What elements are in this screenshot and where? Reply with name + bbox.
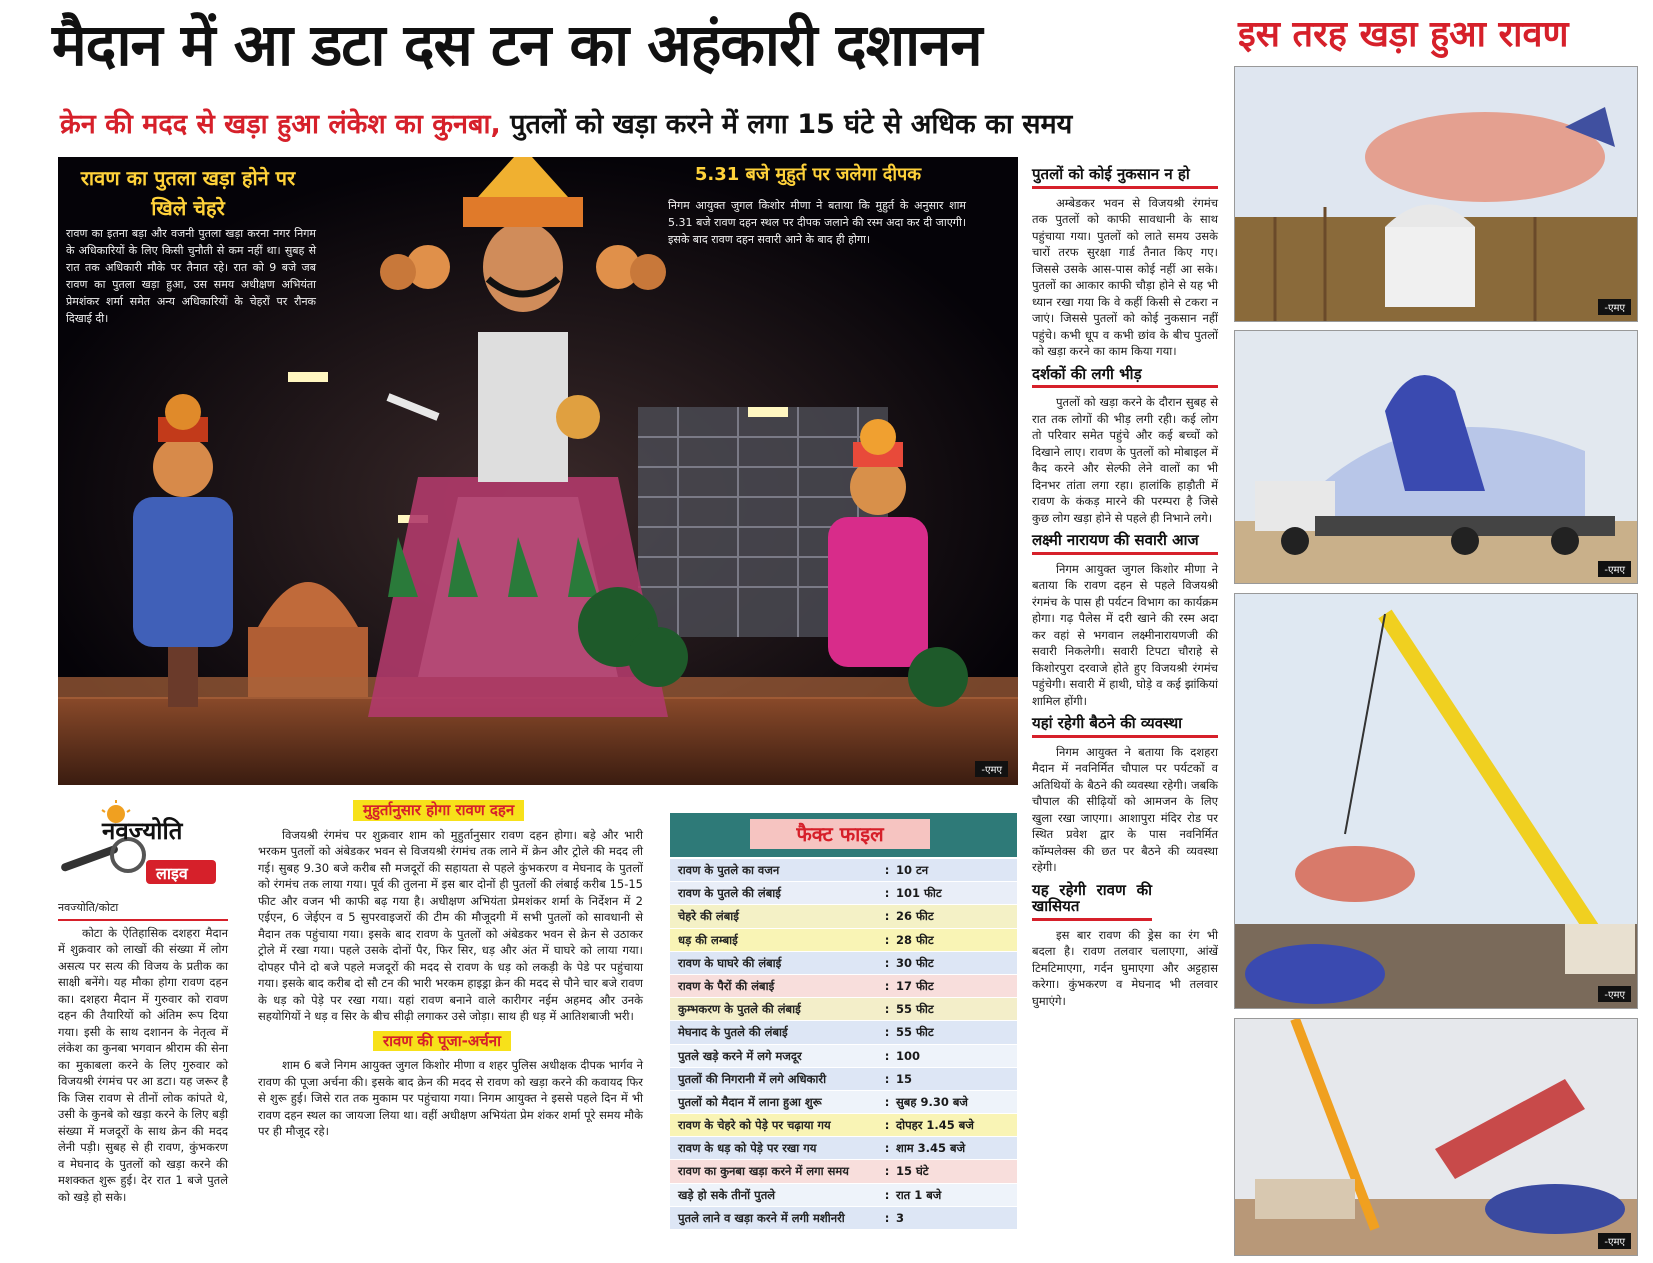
fact-row (670, 1207, 1017, 1230)
subhead-black: पुतलों को खड़ा करने में लगा 15 घंटे से अधिक का समय (510, 109, 1073, 140)
main-story-column (258, 800, 643, 1140)
fact-separator: : (884, 1048, 890, 1063)
fact-label: पुतले लाने व खड़ा करने में लगी मशीनरी (678, 1210, 845, 1225)
overlay-left-body: रावण का इतना बड़ा और वजनी पुतला खड़ा करना नगर निगम के अधिकारियों के लिए किसी चुनौती से कम नहीं था। सुबह से रात तक अधिकारी मौके पर तैनात रहे। रात को 9 बजे जब रावण का पुतला खड़ा हुआ, उस समय अधीक्षण अभियंता प्रेमशंकर शर्मा समेत अन्य अधिकारियों के चेहरों पर रौनक दिखाई दी। (66, 227, 316, 325)
story-heading: मुहुर्तानुसार होगा रावण दहन (353, 800, 524, 821)
fact-value: 101 फीट (896, 886, 942, 901)
fact-value: 30 फीट (896, 955, 934, 970)
strip-photo-1-illustration (1235, 67, 1638, 322)
section-body: अम्बेडकर भवन से विजयश्री रंगमंच तक पुतलों को काफी सावधानी के साथ पहुंचाया गया। पुतलों को लाते समय उसके चारों तरफ सुरक्षा गार्ड तैनात किए गए। जिससे उसके आस-पास कोई नहीं आ सके। पुतलों का आकार काफी चौड़ा होने से यह भी ध्यान रखा गया कि वे कहीं किसी से टकरा न जाएं। जिससे पुतलों को कोई नुकसान नहीं पहुंचे। कभी धूप व कभी छांव के बीच पुतलों को खड़ा करने का काम किया गया। (1032, 195, 1218, 358)
fact-value: 15 (896, 1071, 913, 1086)
fact-separator: : (884, 1210, 890, 1225)
fact-value: 3 (896, 1210, 905, 1225)
intro-column (58, 900, 228, 1205)
fact-separator: : (884, 1187, 890, 1202)
fact-file-table (670, 859, 1017, 1230)
fact-row (670, 882, 1017, 905)
strip-photo-3-illustration (1235, 594, 1638, 1009)
fact-separator: : (884, 1141, 890, 1156)
photo-credit: -एमए (975, 761, 1008, 777)
fact-label: पुतलों को मैदान में लाना हुआ शुरू (678, 1094, 822, 1109)
fact-label: रावण के चेहरे को पेड़े पर चढ़ाया गय (678, 1118, 831, 1133)
fact-separator: : (884, 909, 890, 924)
photo-credit: -एमए (1598, 986, 1631, 1002)
fact-label: रावण के पुतले का वजन (678, 863, 780, 877)
fact-row (670, 929, 1017, 952)
fact-value: 17 फीट (896, 978, 934, 993)
intro-body: कोटा के ऐतिहासिक दशहरा मैदान में शुक्रवार को लाखों की संख्या में लोग असत्य पर सत्य की विजय के प्रतीक का साक्षी बनेंगे। यह मौका होगा रावण दहन का। दशहरा मैदान में गुरुवार को रावण दहन की तैयारियों को अंतिम रूप दिया गया। इसी के साथ दशानन के नेतृत्व में लंकेश का कुनबा भगवान श्रीराम की सेना का मुकाबला करने के लिए गुरुवार को विजयश्री रंगमंच पर आ डटा। यह जरूर है कि जिस रावण से तीनों लोक कांपते थे, उसी के कुनबे को खड़ा करने के लिए बड़ी संख्या में मजदूरों के साथ क्रेन की मदद लेनी पड़ी। सुबह से ही रावण, कुंभकरण व मेघनाद के पुतलों को खड़ा करने की मशक्कत शुरू हुई। देर रात 1 बजे पुतले को खड़े हो सके। (58, 925, 228, 1204)
section-body: निगम आयुक्त जुगल किशोर मीणा ने बताया कि रावण दहन से पहले विजयश्री रंगमंच के पास ही पर्यटन विभाग का कार्यक्रम होगा। गढ़ पैलेस में दरी खाने की रस्म अदा कर वहां से भगवान लक्ष्मीनारायणजी की सवारी निकलेगी। सवारी टिपटा चौराहे से किशोरपुरा दरवाजे होते हुए विजयश्री रंगमंच पहुंचेगी। सवारी में हाथी, घोड़े व कई झांकियां शामिल होंगी। (1032, 561, 1218, 708)
photo-credit: -एमए (1598, 561, 1631, 577)
fact-row (670, 905, 1017, 928)
strip-photo-4 (1234, 1018, 1638, 1256)
fact-row (670, 952, 1017, 975)
fact-label: पुतले खड़े करने में लगे मजदूर (678, 1048, 802, 1063)
fact-label: रावण के धड़ को पेड़े पर रखा गय (678, 1141, 817, 1156)
fact-row (670, 1184, 1017, 1207)
strip-photo-2-illustration (1235, 331, 1638, 584)
fact-separator: : (884, 1094, 890, 1109)
section-body: पुतलों को खड़ा करने के दौरान सुबह से रात तक लोगों की भीड़ लगी रही। कई लोग तो परिवार समेत पहुंचे और कई बच्चों को दिखाने लाए। रावण के पुतलों को मोबाइल में कैद करने और सेल्फी लेने वालों का भी दिनभर तांता लगा रहा। हालांकि हाड़ौती में रावण के कंकड़ मारने की परम्परा है जिसे कुछ लोग खड़ा होने से पहले ही निभाने लगे। (1032, 395, 1218, 525)
overlay-left-headline: रावण का पुतला खड़ा होने पर खिले चेहरे (80, 166, 296, 220)
fact-value: रात 1 बजे (896, 1187, 942, 1202)
logo-name: नवज्योति (102, 817, 183, 845)
strip-photo-2 (1234, 330, 1638, 584)
fact-row (670, 1137, 1017, 1160)
fact-value: 15 घंटे (896, 1164, 929, 1179)
fact-label: पुतलों की निगरानी में लगे अधिकारी (678, 1071, 827, 1086)
fact-separator: : (884, 886, 890, 901)
strip-photo-4-illustration (1235, 1019, 1638, 1256)
fact-row (670, 1045, 1017, 1068)
fact-label: चेहरे की लंबाई (678, 909, 739, 924)
fact-value: शाम 3.45 बजे (896, 1141, 966, 1156)
overlay-right-body: निगम आयुक्त जुगल किशोर मीणा ने बताया कि मुहुर्त के अनुसार शाम 5.31 बजे रावण दहन स्थल पर दीपक जलाने की रस्म अदा कर दी जाएगी। इसके बाद रावण दहन सवारी आने के बाद ही होगा। (668, 199, 966, 246)
fact-row (670, 859, 1017, 882)
fact-row (670, 998, 1017, 1021)
fact-file-title: फैक्ट फाइल (750, 819, 930, 849)
fact-separator: : (884, 863, 890, 877)
right-column (1032, 160, 1218, 1009)
fact-label: रावण के घाघरे की लंबाई (678, 955, 782, 970)
strip-photo-1 (1234, 66, 1638, 322)
fact-label: खड़े हो सके तीनों पुतले (678, 1187, 776, 1202)
headline: मैदान में आ डटा दस टन का अहंकारी दशानन (52, 11, 982, 79)
photo-credit: -एमए (1598, 1233, 1631, 1249)
story-body: विजयश्री रंगमंच पर शुक्रवार शाम को मुहुर्तानुसार रावण दहन होगा। बड़े और भारी भरकम पुतलों को अंबेडकर भवन से विजयश्री रंगमंच तक लाने में क्रेन और ट्रोले की मदद ली गई। सुबह 9.30 बजे करीब सौ मजदूरों की सहायता से पहले कुंभकरण व मेघनाद के पुतलों को रंगमंच तक लाया गया। पूर्व की तुलना में इस बार दोनों ही पुतलों की लंबाई करीब 15-15 फीट और वजन भी काफी बढ़ गया है। अधीक्षण अभियंता प्रेमशंकर शर्मा के निर्देशन में 2 एईएन, 6 जेईएन व 5 सुपरवाइजरों की टीम की मौजूदगी में सभी पुतलों को सावधानी से मैदान तक पहुंचाया गया। इसके बाद रावण के पुतलों को अंबेडकर भवन से क्रेन से उठाकर ट्रोले में रखा गया। पहले उसके दोनों पैर, फिर सिर, धड़ और अंत में घाघरे को लाया गया। दोपहर पौने दो बजे पहले मजदूरों की मदद से रावण के धड़ को लकड़ी के पेडे पर पहुंचाया गया। इसके बाद करीब दो सौ टन की भारी भरकम हाइड्रा क्रेन की मदद से पौने चार बजे रावण के धड़ को पेड़े पर रखा गया। यहां रावण बनाने वाले कारीगर नईम अहमद और उनके सहयोगियों ने धड़ व सिर के बीच सीढ़ी लगाकर उसे जोड़ा। साथ ही धड़ में आतिशबाजी भरी। (258, 827, 643, 1023)
fact-separator: : (884, 1118, 890, 1133)
fact-separator: : (884, 1164, 890, 1179)
navjyoti-live-logo (58, 800, 228, 895)
fact-label: मेघनाद के पुतले की लंबाई (678, 1025, 788, 1040)
fact-label: धड़ की लम्बाई (678, 932, 738, 947)
photo-credit: -एमए (1598, 299, 1631, 315)
section-body: निगम आयुक्त ने बताया कि दशहरा मैदान में नवनिर्मित चौपाल पर पर्यटकों व अतिथियों के बैठने की व्यवस्था रहेगी। जबकि चौपाल की सीढ़ियों को आमजन के लिए खुला रखा जाएगा। आशापुरा मंदिर रोड पर स्थित प्रवेश द्वार के पास नवनिर्मित कॉम्पलेक्स की छत पर बैठने की व्यवस्था रहेगी। (1032, 744, 1218, 874)
fact-value: 10 टन (896, 863, 929, 877)
fact-value: 26 फीट (896, 909, 934, 924)
fact-value: सुबह 9.30 बजे (896, 1094, 968, 1109)
story-body: शाम 6 बजे निगम आयुक्त जुगल किशोर मीणा व शहर पुलिस अधीक्षक दीपक भार्गव ने रावण की पूजा अर्चना की। इसके बाद क्रेन की मदद से रावण को खड़ा करने की कवायद फिर से शुरू हुई। जिसे रात तक मुकाम पर पहुंचाया गया। निगम आयुक्त ने इससे पहले दिन में भी रावण दहन स्थल का जायजा लिया था। वहीं अधीक्षण अभियंता प्रेम शंकर शर्मा पूरे समय मौके पर ही मौजूद रहे। (258, 1058, 643, 1138)
fact-row (670, 1091, 1017, 1114)
fact-row (670, 1068, 1017, 1091)
section-heading: लक्ष्मी नारायण की सवारी आज (1032, 530, 1218, 555)
subhead-red: क्रेन की मदद से खड़ा हुआ लंकेश का कुनबा, (60, 109, 501, 140)
section-heading: यह रहेगी रावण की खासियत (1032, 880, 1152, 921)
logo-tag: लाइव (156, 864, 188, 883)
section-body: इस बार रावण की ड्रेस का रंग भी बदला है। रावण तलवार चलाएगा, आंखें टिमटिमाएगा, गर्दन घुमाएगा और अट्टहास करेगा। कुंभकरण व मेघनाद भी तलवार घुमाएंगे। (1032, 927, 1218, 1008)
fact-separator: : (884, 1025, 890, 1040)
fact-separator: : (884, 1071, 890, 1086)
main-photo (58, 157, 1018, 785)
section-heading: दर्शकों की लगी भीड़ (1032, 364, 1218, 389)
fact-value: 28 फीट (896, 932, 934, 947)
section-heading: पुतलों को कोई नुकसान न हो (1032, 164, 1218, 189)
fact-file-header (670, 813, 1017, 857)
fact-value: 55 फीट (896, 1025, 934, 1040)
fact-file (670, 813, 1017, 1230)
strip-photo-3 (1234, 593, 1638, 1009)
fact-label: रावण के पैरों की लंबाई (678, 978, 775, 993)
fact-row (670, 1021, 1017, 1044)
fact-label: रावण के पुतले की लंबाई (678, 886, 781, 901)
byline: नवज्योति/कोटा (58, 900, 228, 921)
fact-value: दोपहर 1.45 बजे (896, 1118, 974, 1133)
section-heading: यहां रहेगी बैठने की व्यवस्था (1032, 713, 1218, 738)
fact-separator: : (884, 1002, 890, 1017)
subhead (60, 104, 1210, 141)
fact-row (670, 1114, 1017, 1137)
fact-value: 55 फीट (896, 1002, 934, 1017)
photo-strip-title: इस तरह खड़ा हुआ रावण (1238, 14, 1569, 55)
fact-separator: : (884, 932, 890, 947)
fact-value: 100 (896, 1048, 921, 1063)
fact-label: कुम्भकरण के पुतले की लंबाई (678, 1002, 801, 1017)
overlay-right-headline: 5.31 बजे मुहुर्त पर जलेगा दीपक (694, 164, 922, 185)
fact-row (670, 1160, 1017, 1183)
fact-label: रावण का कुनबा खड़ा करने में लगा समय (678, 1164, 849, 1179)
fact-separator: : (884, 978, 890, 993)
fact-separator: : (884, 955, 890, 970)
fact-row (670, 975, 1017, 998)
story-heading: रावण की पूजा-अर्चना (373, 1031, 511, 1052)
